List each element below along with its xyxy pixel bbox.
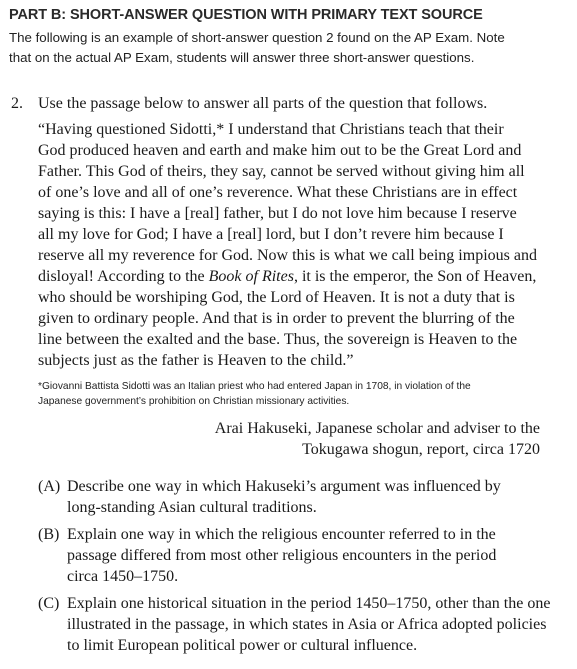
passage-line: God produced heaven and earth and make him out to be the Great Lord and bbox=[38, 142, 522, 159]
passage-line bbox=[38, 266, 573, 287]
part-line: to limit European political power or cultural influence. bbox=[67, 637, 418, 654]
part-text bbox=[67, 476, 572, 518]
passage-line: line between the exalted and the base. Thus, the sovereign is Heaven to the bbox=[38, 331, 518, 348]
attribution-line: Tokugawa shogun, report, circa 1720 bbox=[302, 441, 540, 458]
footnote-line: *Giovanni Battista Sidotti was an Italian priest who had entered Japan in 1708, in violation of the bbox=[38, 381, 471, 392]
passage-line: given to ordinary people. And that is in order to prevent the blurring of the bbox=[38, 310, 515, 327]
book-title: Book of Rites bbox=[208, 268, 294, 285]
part-line: illustrated in the passage, in which states in Asia or Africa adopted policies bbox=[67, 616, 547, 633]
passage-text: disloyal! According to the bbox=[38, 268, 209, 285]
passage-line: all my love for God; I have a [real] lord, but I don’t revere him because I bbox=[38, 226, 504, 243]
passage-line: “Having questioned Sidotti,* I understand that Christians teach that their bbox=[38, 121, 504, 138]
primary-source-passage bbox=[38, 119, 573, 371]
footnote-line: Japanese government’s prohibition on Christian missionary activities. bbox=[38, 396, 350, 407]
part-text bbox=[67, 524, 572, 587]
part-letter: (B) bbox=[38, 526, 60, 543]
section-heading: PART B: SHORT-ANSWER QUESTION WITH PRIMARY TEXT SOURCE bbox=[9, 7, 483, 23]
part-line: Describe one way in which Hakuseki’s argument was influenced by bbox=[67, 478, 501, 495]
part-letter: (C) bbox=[38, 595, 60, 612]
attribution-line: Arai Hakuseki, Japanese scholar and adviser to the bbox=[214, 420, 540, 437]
intro-paragraph bbox=[9, 28, 569, 68]
source-attribution bbox=[215, 418, 540, 460]
part-line: Explain one historical situation in the period 1450–1750, other than the one bbox=[67, 595, 551, 612]
part-letter: (A) bbox=[38, 478, 61, 495]
passage-line: Father. This God of theirs, they say, cannot be served without giving him all bbox=[38, 163, 525, 180]
passage-line: who should be worshiping God, the Lord of Heaven. It is not a duty that is bbox=[38, 289, 515, 306]
question-prompt: Use the passage below to answer all parts of the question that follows. bbox=[38, 95, 488, 112]
passage-line: saying is this: I have a [real] father, but I do not love him because I reserve bbox=[38, 205, 517, 222]
footnote bbox=[38, 379, 573, 409]
passage-text: , it is the emperor, the Son of Heaven, bbox=[293, 268, 537, 285]
intro-line: that on the actual AP Exam, students will answer three short-answer questions. bbox=[9, 50, 475, 65]
intro-line: The following is an example of short-answer question 2 found on the AP Exam. Note bbox=[9, 30, 505, 45]
part-text bbox=[67, 593, 572, 656]
passage-line: reserve all my reverence for God. Now this is what we call being impious and bbox=[38, 247, 537, 264]
question-number: 2. bbox=[11, 95, 23, 112]
passage-line: subjects just as the father is Heaven to the child.” bbox=[38, 352, 354, 369]
part-line: Explain one way in which the religious encounter referred to in the bbox=[67, 526, 496, 543]
part-line: passage differed from most other religious encounters in the period bbox=[67, 547, 497, 564]
part-line: long-standing Asian cultural traditions. bbox=[67, 499, 317, 516]
passage-line: of one’s love and all of one’s reverence. What these Christians are in effect bbox=[38, 184, 518, 201]
part-line: circa 1450–1750. bbox=[67, 568, 179, 585]
